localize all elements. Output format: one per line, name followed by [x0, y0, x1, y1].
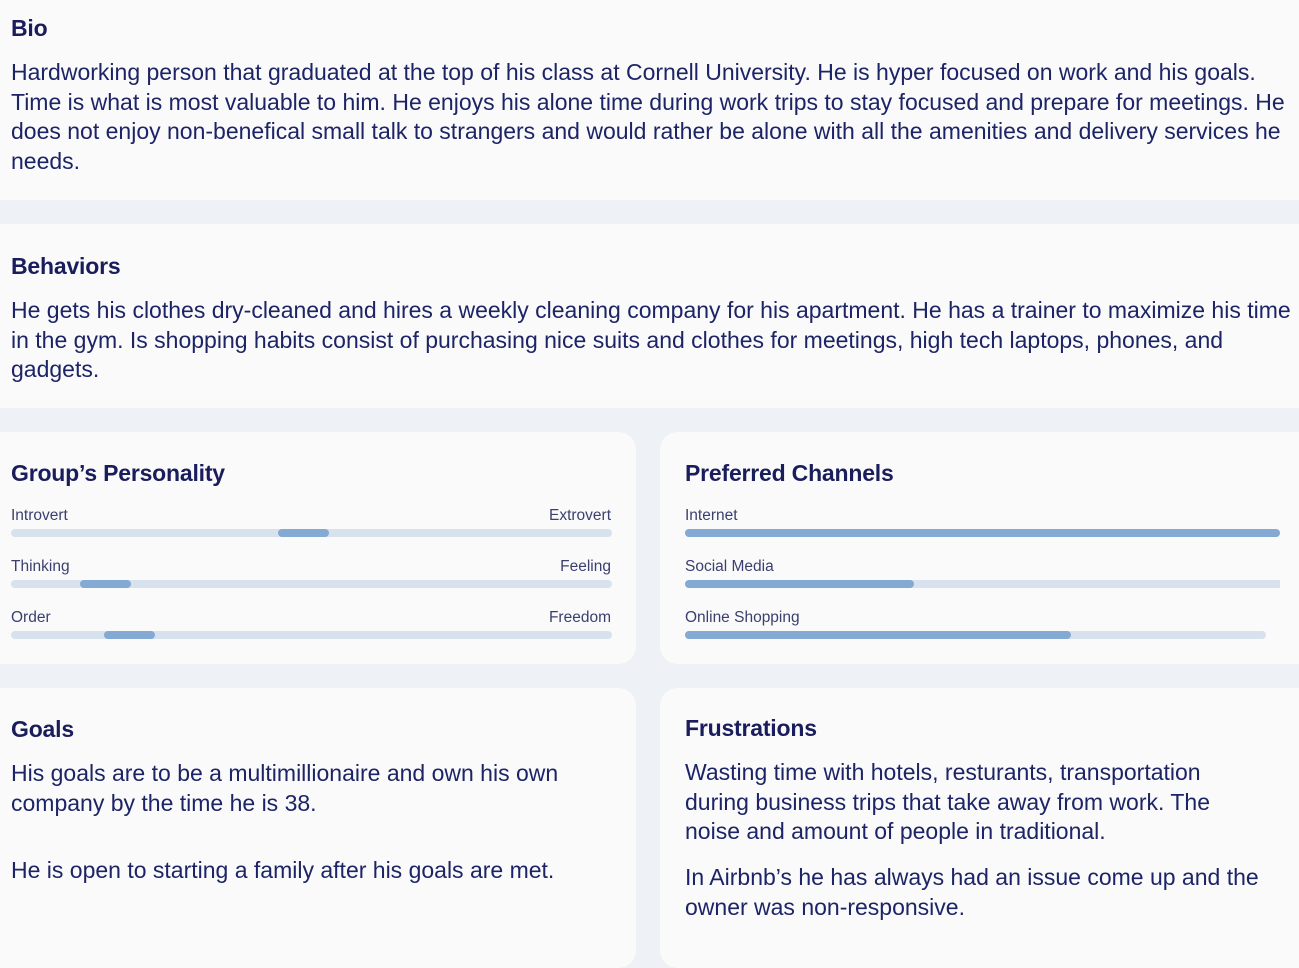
trait-slider-track — [11, 580, 612, 588]
goals-title: Goals — [11, 716, 74, 742]
channels-title: Preferred Channels — [685, 460, 894, 486]
goals-paragraph-1: His goals are to be a multimillionaire and own his own company by the time he is 38. — [11, 760, 559, 816]
frustrations-paragraph-1: Wasting time with hotels, resturants, transportation during business trips that take away from work. The noise and amount of people in traditional. — [685, 759, 1210, 845]
bio-text: Hardworking person that graduated at the top of his class at Cornell University. He is hyper focused on work and his goals. Time is what is most valuable to him. He enjoys his alone time during work trips to stay focused and prepare for meetings. He does not enjoy non-benefical small talk to strangers and would rather be alone with all the amenities and delivery services he needs. — [11, 59, 1285, 174]
channel-label-internet: Internet — [685, 507, 738, 524]
trait-left-label: Order — [11, 609, 51, 626]
frustrations-paragraph-2: In Airbnb’s he has always had an issue come up and the owner was non-responsive. — [685, 864, 1259, 920]
channel-label-online-shopping: Online Shopping — [685, 609, 800, 626]
behaviors-text: He gets his clothes dry-cleaned and hires a weekly cleaning company for his apartment. He has a trainer to maximize his time in the gym. Is shopping habits consist of purchasing nice suits and clothes for meetings, high tech laptops, phones, and gadgets. — [11, 297, 1291, 383]
channel-label-social-media: Social Media — [685, 558, 774, 575]
bio-card — [0, 0, 1299, 200]
goals-card — [0, 688, 636, 968]
channel-bar-internet — [685, 529, 1280, 537]
bio-title: Bio — [11, 15, 48, 41]
trait-left-label: Thinking — [11, 558, 70, 575]
frustrations-title: Frustrations — [685, 715, 817, 741]
channel-bar-fill — [685, 529, 1280, 537]
trait-slider-marker — [104, 631, 155, 639]
trait-slider-track — [11, 631, 612, 639]
channel-bar-fill — [685, 631, 1071, 639]
channels-card — [660, 432, 1299, 664]
channel-bar-fill — [685, 580, 914, 588]
trait-right-label: Freedom — [548, 609, 611, 626]
trait-right-label: Extrovert — [548, 507, 611, 524]
trait-slider-marker — [80, 580, 131, 588]
personality-title: Group’s Personality — [11, 460, 225, 486]
personality-card — [0, 432, 636, 664]
channel-bar-online-shopping — [685, 631, 1266, 639]
trait-right-label: Feeling — [560, 558, 611, 575]
goals-paragraph-2: He is open to starting a family after his goals are met. — [11, 857, 555, 883]
trait-slider-marker — [278, 529, 329, 537]
trait-left-label: Introvert — [11, 507, 68, 524]
frustrations-card — [660, 688, 1299, 968]
trait-slider-track — [11, 529, 612, 537]
behaviors-title: Behaviors — [11, 253, 121, 279]
behaviors-card — [0, 224, 1299, 408]
channel-bar-social-media — [685, 580, 1280, 588]
